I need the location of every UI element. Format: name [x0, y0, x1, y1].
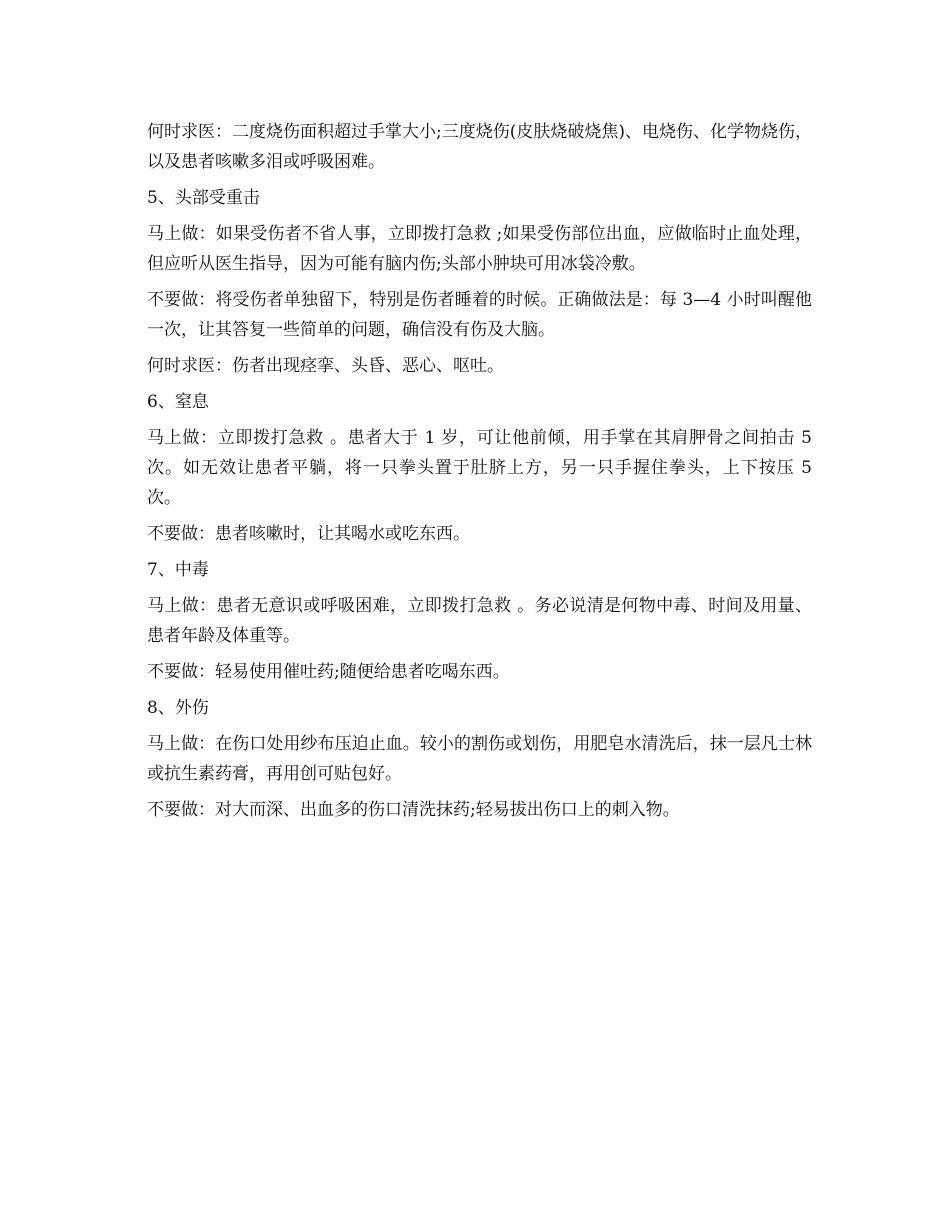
document-body — [147, 117, 812, 831]
paragraph-do-now-poisoning: 马上做：患者无意识或呼吸困难，立即拨打急救 。务必说清是何物中毒、时间及用量、患者年龄及体重等。 — [147, 596, 812, 646]
paragraph-do-now-trauma: 马上做：在伤口处用纱布压迫止血。较小的割伤或划伤，用肥皂水清洗后，抹一层凡士林或抗生素药膏，再用创可贴包好。 — [147, 734, 812, 784]
paragraph-seek-care-head-injury: 何时求医：伤者出现痉挛、头昏、恶心、呕吐。 — [147, 356, 504, 376]
section-heading-head-injury: 5、头部受重击 — [147, 188, 260, 208]
section-heading-choking: 6、窒息 — [147, 392, 209, 412]
paragraph-dont-poisoning: 不要做：轻易使用催吐药;随便给患者吃喝东西。 — [147, 662, 510, 682]
paragraph-dont-head-injury: 不要做：将受伤者单独留下，特别是伤者睡着的时候。正确做法是：每 3—4 小时叫醒他一次，让其答复一些简单的问题，确信没有伤及大脑。 — [147, 290, 812, 340]
paragraph-seek-care-burns: 何时求医：二度烧伤面积超过手掌大小;三度烧伤(皮肤烧破烧焦)、电烧伤、化学物烧伤，以及患者咳嗽多泪或呼吸困难。 — [147, 122, 812, 172]
paragraph-do-now-choking: 马上做：立即拨打急救 。患者大于 1 岁，可让他前倾，用手掌在其肩胛骨之间拍击 5 次。如无效让患者平躺，将一只拳头置于肚脐上方，另一只手握住拳头，上下按压 5 次。 — [147, 428, 812, 508]
paragraph-dont-trauma: 不要做：对大而深、出血多的伤口清洗抹药;轻易拔出伤口上的刺入物。 — [147, 800, 680, 820]
section-heading-poisoning: 7、中毒 — [147, 560, 209, 580]
section-heading-trauma: 8、外伤 — [147, 698, 209, 718]
paragraph-do-now-head-injury: 马上做：如果受伤者不省人事，立即拨打急救 ;如果受伤部位出血，应做临时止血处理，但应听从医生指导，因为可能有脑内伤;头部小肿块可用冰袋冷敷。 — [147, 224, 812, 274]
paragraph-dont-choking: 不要做：患者咳嗽时，让其喝水或吃东西。 — [147, 524, 470, 544]
